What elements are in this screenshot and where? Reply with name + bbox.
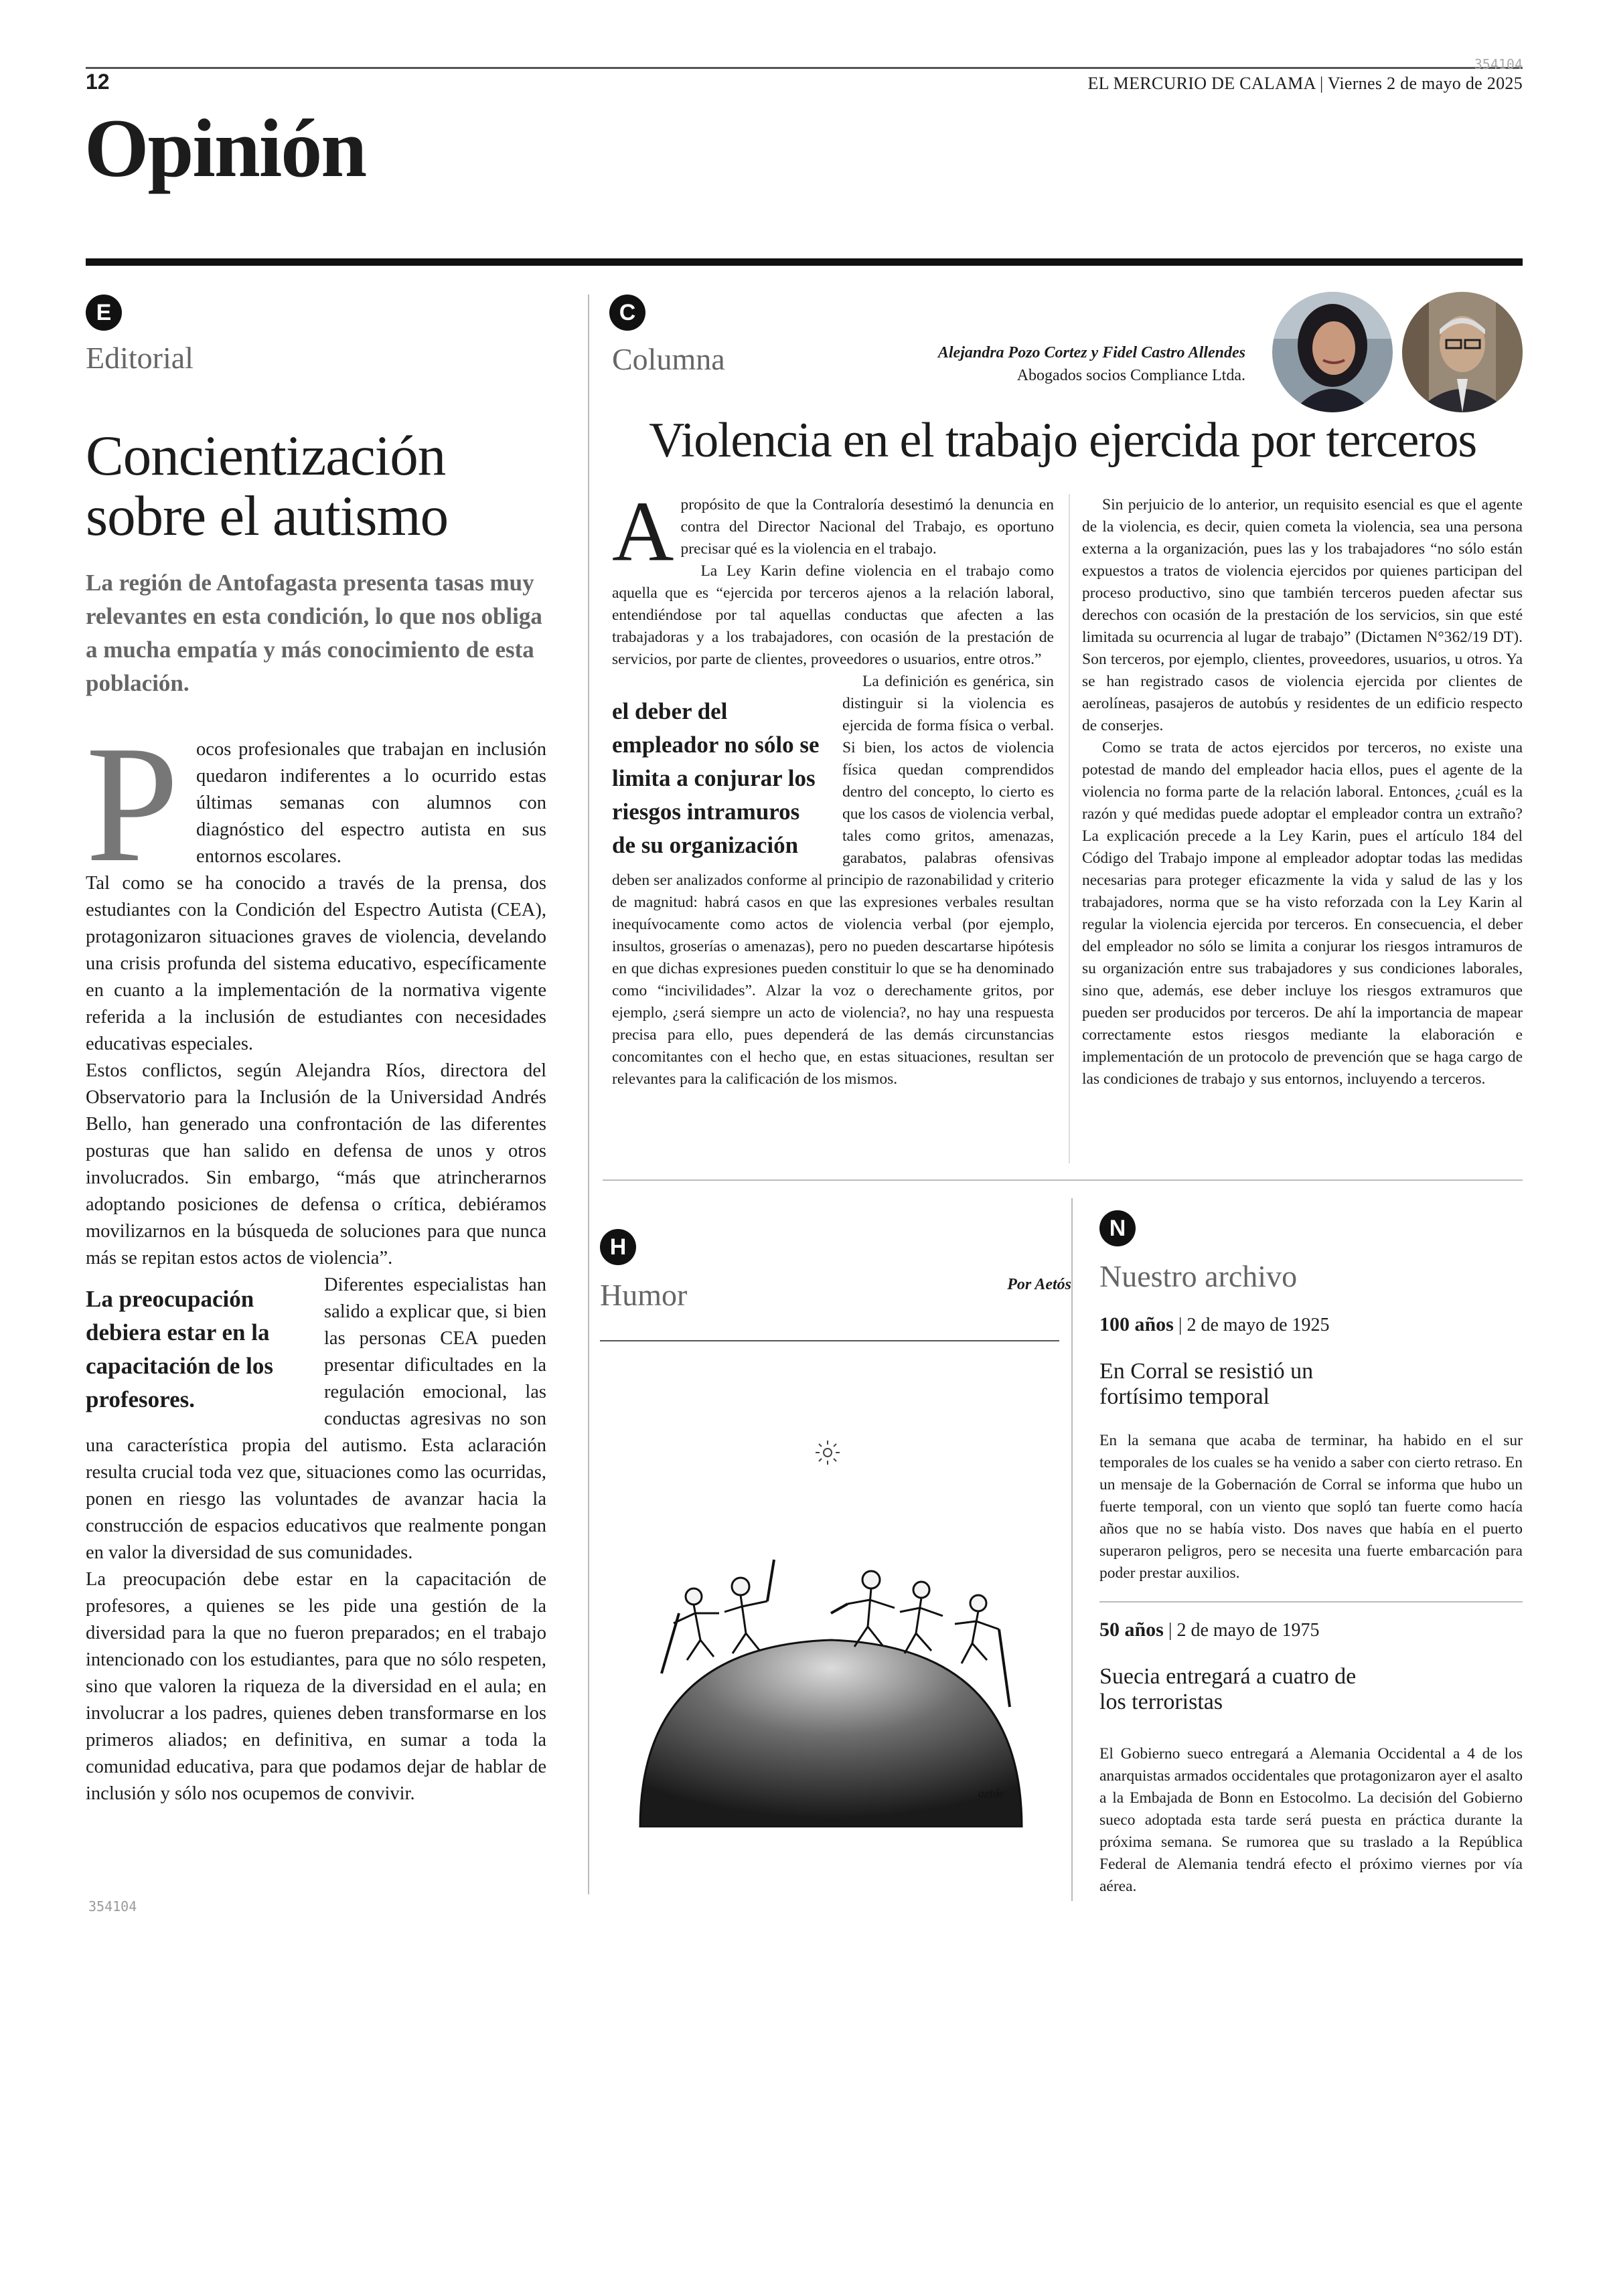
masthead: EL MERCURIO DE CALAMA | Viernes 2 de mayo de 2025 [1087,74,1523,93]
column-badge: C [609,295,645,331]
archive-item2-text: El Gobierno sueco entregará a Alemania Occidental a 4 de los anarquistas armados occidentales que protagonizaron ayer el asalto a la Embajada de Bonn en Estocolmo. La decisión del Gobierno sueco adoptada esta tarde será puesta en práctica durante la próxima semana. Se rumorea que su traslado a la República Federal de Alemania tendrá efecto el próximo viernes por vía aérea. [1099,1745,1523,1895]
page-number: 12 [86,70,110,94]
column-paragraph: Sin perjuicio de lo anterior, un requisito esencial es que el agente de la violencia, es decir, quien cometa la violencia, sea una persona externa a la organización, pues las y los trabajadores “no sólo están expuestos a tratos de violencia ejercidos por quienes participan del proceso productivo, sino que también terceros pueden afectar sus derechos con ocasión de la prestación de los servicios, sin que esté limitada su ocurrencia al lugar de trabajo” (Dictamen N°362/19 DT). Son terceros, por ejemplo, clientes, proveedores, usuarios, u otros. Ya se han registrado casos de violencia ejercida por clientes de aerolíneas, pasajeros de autobús y residentes de un edificio respecto de conserjes. [1082,496,1523,734]
editorial-body [86,712,546,1807]
column-paragraph: La Ley Karin define violencia en el trabajo como aquella que es “ejercida por terceros ajenos a la relación laboral, entendiéndose por tal aquellas conductas que afecten a las trabajadoras y a los trabajadores, con ocasión de la prestación de servicios, por parte de clientes, proveedores o usuarios, entre otros.” [612,562,1054,668]
column-pullquote: el deber del empleador no sólo se limita a conjurar los riesgos intramuros de su organización [612,698,820,858]
editorial-headline: Concientización sobre el autismo [86,424,449,548]
editorial-paragraph: ocos profesionales que trabajan en inclusión quedaron indiferentes a lo ocurrido estas últimas semanas con alumnos con diagnóstico del espectro autista en sus entornos escolares. [196,739,546,867]
humor-byline: Por Aetós [1007,1276,1071,1293]
humor-rule [600,1340,1059,1341]
editorial-paragraph: La preocupación debe estar en la capacitación de profesores, a quienes se les pide una gestión de la diversidad para la que no fueron preparados; en el trabajo intencionado con los estudiantes, para que no sólo respeten, sino que valoren la riqueza de la diversidad en el aula; en involucrar a los padres, quienes deben transformarse en los primeros aliados; en definitiva, en sumar a toda la comunidad educativa, para que podamos dejar de hablar de inclusión y sólo nos ocupemos de convivir. [86,1569,546,1804]
editorial-badge: E [86,295,122,331]
author-photo-2 [1402,292,1523,412]
archive-item1-headline: En Corral se resistió un fortísimo temporal [1099,1359,1314,1409]
archive-item2-headline: Suecia entregará a cuatro de los terroristas [1099,1664,1357,1714]
archive-item2-years: 50 años [1099,1619,1164,1641]
editorial-paragraph: Tal como se ha conocido a través de la prensa, dos estudiantes con la Condición del Espectro Autista (CEA), protagonizaron situaciones graves de violencia, develando una crisis profunda del sistema educativo, específicamente en cuanto a la implementación de la normativa vigente referida a la inclusión de estudiantes con necesidades educativas especiales. [86,873,546,1054]
column-body-right [1082,494,1523,1090]
editorial-footer-code: 354104 [88,1898,137,1914]
column-authors: Alejandra Pozo Cortez y Fidel Castro Allendes [937,344,1245,361]
editorial-paragraph: Estos conflictos, según Alejandra Ríos, directora del Observatorio para la Inclusión de la Universidad Andrés Bello, han generado una confrontación de las diferentes posturas que han salido en defensa de unos y otros involucrados. Sin embargo, “más que atrincherarnos adoptando posiciones de defensa o crítica, debiéramos movilizarnos en la búsqueda de soluciones para que nunca más se repitan estos actos de violencia”. [86,1060,546,1268]
archive-rule [1099,1601,1523,1603]
humor-cartoon [600,1359,1062,1827]
humor-divider [1071,1198,1073,1901]
column-paragraph: Como se trata de actos ejercidos por terceros, no existe una potestad de mando del empleador hacia ellos, pues el agente de la violencia no forma parte de la relación laboral. Entonces, ¿cuál es la razón y qué medidas puede adoptar el empleador contra un extraño? La explicación precede a la Ley Karin, pues el artículo 184 del Código del Trabajo impone al empleador adoptar todas las medidas necesarias para proteger eficazmente la vida y salud de las y los trabajadores, norma que se ha visto reforzada con la Ley Karin al regular la violencia ejercida por terceros. En consecuencia, el deber del empleador no sólo se limita a conjurar los riesgos intramuros de su organización entre sus trabajadores y sus condiciones laborales, sino que, además, ese deber incluye los riesgos extramuros que pueden ser producidos por terceros. De ahí la importancia de mapear correctamente estos riesgos mediante la elaboración e implementación de un protocolo de prevención que se haga cargo de las condiciones de trabajo y sus entornos, incluyendo a terceros. [1082,739,1523,1088]
column-paragraph: propósito de que la Contraloría desestimó la denuncia en contra del Director Nacional del Trabajo, es oportuno precisar qué es la violencia en el trabajo. [680,496,1054,558]
column-bottom-rule [603,1179,1523,1181]
archive-item1-date [1099,1313,1523,1336]
archive-item2-date-text: | 2 de mayo de 1975 [1168,1620,1320,1641]
archive-item2-date [1099,1619,1523,1641]
editorial-kicker: Editorial [86,341,194,375]
column-byline [770,341,1245,387]
humor-kicker: Humor [600,1278,688,1312]
column-paragraph: La definición es genérica, sin distinguir si la violencia es ejercida de forma física o verbal. Si bien, los actos de violencia física quedan comprendidos dentro del concepto, lo cierto es que los casos de violencia verbal, tales como gritos, amenazas, garabatos, palabras ofensivas deben ser analizados conforme al principio de razonabilidad y criterio de magnitud: habrá casos en que las expresiones verbales resultan inequívocamente como actos de violencia verbal (por ejemplo, insultos, groserías o amenazas), pero no pueden descartarse hipótesis en que dichas expresiones pueden constituir lo que se ha denominado como “incivilidades”. Alzar la voz o derechamente gritos, por ejemplo, ¿será siempre un acto de violencia?, no hay una respuesta precisa para ello, pues dependerá de las demás circunstancias concomitantes con el hecho que, en estas situaciones, resultan ser relevantes para la calificación de los mismos. [612,673,1054,1088]
cartoon-signature: aetós [978,1787,1004,1800]
editorial-lead: La región de Antofagasta presenta tasas muy relevantes en esta condición, lo que nos obliga a mucha empatía y más conocimiento de esta población. [86,570,542,696]
sun-icon [816,1441,840,1465]
archive-item1-text: En la semana que acaba de terminar, ha habido en el sur temporales de los cuales se ha venido a saber con cierto retraso. En un mensaje de la Gobernación de Corral se informa que hubo un fuerte temporal, con un viento que sopló tan fuerte como hacía años que no se había visto. Dos naves que había en el puerto superaron peligros, pero se necesita una fuerte embarcación para poder prestar auxilios. [1099,1432,1523,1582]
top-rule [86,67,1523,69]
column-body-left [612,484,1054,1090]
editorial-paragraph: Diferentes especialistas han salido a explicar que, si bien las personas CEA pueden presentar dificultades en la regulación emocional, las conductas agresivas no son una característica propia del autismo. Esta aclaración resulta crucial toda vez que, situaciones como las ocurridas, ponen en riesgo las voluntades de avanzar hacia la construcción de espacios educativos que realmente pongan en valor la diversidad de sus comunidades. [86,1275,546,1563]
column-inner-divider [1069,494,1070,1163]
column-author-role: Abogados socios Compliance Ltda. [1016,367,1245,384]
archive-item1-date-text: | 2 de mayo de 1925 [1178,1315,1330,1335]
column-divider [588,295,589,1894]
section-title: Opinión [84,102,366,194]
column-dropcap: A [612,484,674,579]
archive-item1-years: 100 años [1099,1313,1174,1335]
archive-kicker: Nuestro archivo [1099,1259,1298,1293]
humor-badge: H [600,1229,636,1265]
editorial-pullquote: La preocupación debiera estar en la capacitación de los profesores. [86,1286,273,1412]
column-kicker: Columna [612,342,725,376]
archive-badge: N [1099,1210,1136,1246]
editorial-dropcap: P [86,712,179,897]
author-photo-1 [1272,292,1393,412]
stamp-code: 354104 [1474,56,1523,72]
section-rule [86,258,1523,266]
column-headline: Violencia en el trabajo ejercida por terceros [649,413,1476,468]
